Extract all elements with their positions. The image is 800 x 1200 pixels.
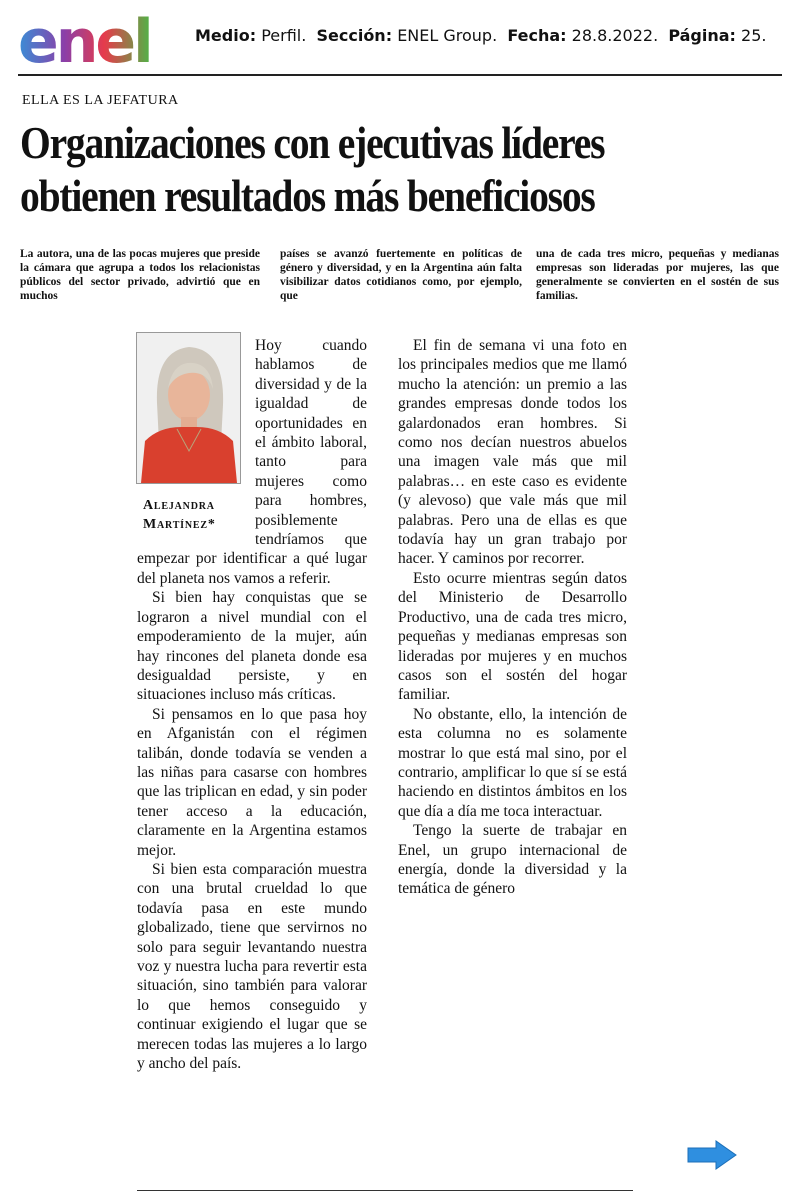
- headline: [20, 116, 682, 222]
- lede-column-3: una de cada tres micro, pequeñas y medianas empresas son lideradas por mujeres, las que generalmente se convierten en el sostén de sus familias.: [536, 248, 779, 302]
- body-paragraph: Esto ocurre mientras según datos del Ministerio de Desarrollo Productivo, una de cada tres micro, pequeñas y medianas empresas son lideradas por mujeres y en muchos casos son el sostén del hogar familiar.: [398, 569, 627, 704]
- body-paragraph: No obstante, ello, la intención de esta columna no es solamente mostrar lo que está mal sino, por el contrario, amplificar lo que sí se está haciendo en distintos ámbitos en los que día a día me toca interactuar.: [398, 705, 627, 820]
- body-paragraph: Tengo la suerte de trabajar en Enel, un grupo internacional de energía, donde la diversidad y la temática de género: [398, 822, 627, 898]
- lede-column-1: La autora, una de las pocas mujeres que preside la cámara que agrupa a todos los relacionistas públicos del sector privado, advirtió que en muchos: [20, 248, 260, 302]
- headline-line-1: Organizaciones con ejecutivas líderes: [20, 117, 605, 168]
- body-paragraph: Hoy cuando hablamos de diversidad y de la igualdad de oportunidades en el ámbito laboral, tanto para mujeres como para hombres, posiblemente tendríamos que empezar por identificar a qué lugar del planeta nos vamos a referir.: [137, 337, 367, 587]
- photo-float-spacer: [137, 336, 255, 548]
- enel-logo: [18, 6, 168, 68]
- footer-divider: [137, 1190, 633, 1191]
- publication-meta: Medio: Perfil. Sección: ENEL Group. Fecha: 28.8.2022. Página: 25.: [195, 26, 767, 45]
- header-divider: [18, 74, 782, 76]
- lede-column-2: países se avanzó fuertemente en políticas de género y diversidad, y en la Argentina aún falta visibilizar datos cotidianos como, por ejemplo, que: [280, 248, 522, 302]
- body-paragraph: Si pensamos en lo que pasa hoy en Afganistán con el régimen talibán, donde todavía se venden a las niñas para casarse con hombres que las triplican en edad, y sin poder tener acceso a la educación, claramente en la Argentina estamos mejor.: [137, 705, 367, 859]
- headline-line-2: obtienen resultados más beneficiosos: [20, 170, 595, 221]
- body-paragraph: Si bien hay conquistas que se lograron a nivel mundial con el empoderamiento de la mujer, aún hay rincones del planeta donde esa desigualdad persiste, y en situaciones incluso más críticas.: [137, 589, 367, 704]
- body-paragraph: El fin de semana vi una foto en los principales medios que me llamó mucho la atención: un premio a las grandes empresas donde todos los galardonados eran hombres. Si como nos decían nuestros abuelos una imagen vale más que mil palabras… en este caso es evidente (y alevoso) que vale más que mil palabras. Pero una de ellas es que todavía hay un gran trabajo por hacer. Y caminos por recorrer.: [398, 337, 627, 568]
- body-column-right: [398, 336, 627, 899]
- author-byline: Alejandra Martínez*: [143, 498, 216, 532]
- body-column-left: [137, 336, 367, 1073]
- body-paragraph: Si bien esta comparación muestra con una brutal crueldad lo que todavía pasa en este mundo globalizado, tiene que servirnos no solo para seguir levantando nuestra voz y nuestra lucha para revertir esta situación, sino también para valorar lo que hemos conseguido y continuar exigiendo el lugar que se merecen todas las mujeres a lo largo y ancho del país.: [137, 860, 367, 1073]
- section-kicker: ELLA ES LA JEFATURA: [22, 93, 179, 108]
- svg-text:enel: enel: [18, 7, 151, 68]
- arrow-right-icon[interactable]: [686, 1139, 738, 1171]
